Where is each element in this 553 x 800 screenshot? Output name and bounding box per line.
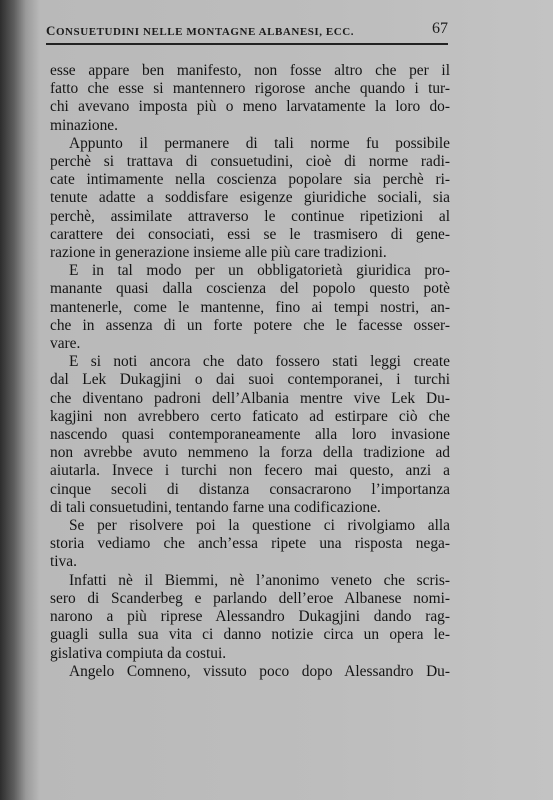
text-line: Se per risolvere poi la questione ci rivolgiamo alla: [69, 517, 450, 535]
running-title-text: CONSUETUDINI NELLE MONTAGNE ALBANESI, ECC.: [46, 23, 355, 38]
text-line: E si noti ancora che dato fossero stati leggi create: [69, 353, 450, 371]
text-line: aiutarla. Invece i turchi non fecero mai questo, anzi a: [50, 462, 450, 480]
text-line: storia vediamo che anch’essa ripete una risposta nega-: [50, 535, 450, 553]
text-line: perchè, assimilate attraverso le continue ripetizioni al: [50, 207, 450, 225]
text-line: dal Lek Dukagjini o dai suoi contemporanei, i turchi: [50, 371, 450, 389]
running-title: [46, 23, 354, 39]
text-line: esse appare ben manifesto, non fosse altro che per il: [50, 62, 450, 79]
text-line: gislativa compiuta da costui.: [50, 644, 227, 662]
text-line: Infatti nè il Biemmi, nè l’anonimo veneto che scris-: [69, 571, 450, 589]
text-line: di tali consuetudini, tentando farne una codificazione.: [50, 498, 381, 516]
text-line: cinque secoli di distanza consacrarono l’importanza: [50, 480, 450, 498]
text-line: tiva.: [50, 553, 77, 571]
text-line: cate intimamente nella coscienza popolare sia perchè ri-: [50, 171, 450, 189]
text-line: non avrebbe avuto nemmeno la forza della tradizione ad: [50, 444, 450, 462]
text-line: Appunto il permanere di tali norme fu possibile: [69, 134, 450, 152]
text-line: che diventano padroni dell’Albania mentre vive Lek Du-: [50, 389, 450, 407]
text-line: tenute adatte a soddisfare esigenze giuridiche sociali, sia: [50, 189, 450, 207]
text-line: perchè si trattava di consuetudini, cioè di norme radi-: [50, 153, 450, 171]
text-line: nascendo quasi contemporaneamente alla loro invasione: [50, 426, 450, 444]
text-line: che in assenza di un forte potere che le facesse osser-: [50, 316, 450, 334]
page-header: [46, 20, 448, 45]
header-rule: [46, 43, 448, 45]
text-line: minazione.: [50, 116, 118, 134]
text-line: manante quasi dalla coscienza del popolo questo potè: [50, 280, 450, 298]
text-line: carattere dei consociati, essi se le trasmisero di gene-: [50, 225, 450, 243]
text-line: kagjini non avrebbero certo faticato ad estirpare ciò che: [50, 407, 450, 425]
text-line: vare.: [50, 335, 81, 353]
text-line: mantenerle, come le mantenne, fino ai tempi nostri, an-: [50, 298, 450, 316]
text-line: narono a più riprese Alessandro Dukagjini dando rag-: [50, 608, 450, 626]
body-text: [50, 62, 450, 681]
text-line: sero di Scanderbeg e parlando dell’eroe Albanese nomi-: [50, 589, 450, 607]
page-number: 67: [432, 20, 448, 37]
text-line: E in tal modo per un obbligatorietà giuridica pro-: [69, 262, 450, 280]
text-line: razione in generazione insieme alle più care tradizioni.: [50, 244, 387, 262]
text-line: chi avevano imposta più o meno larvatamente la loro do-: [50, 98, 450, 116]
text-line: fatto che esse si mantennero rigorose anche quando i tur-: [50, 80, 450, 98]
text-line: Angelo Comneno, vissuto poco dopo Alessandro Du-: [69, 662, 450, 680]
text-line: guagli sulla sua vita ci danno notizie circa un opera le-: [50, 626, 450, 644]
